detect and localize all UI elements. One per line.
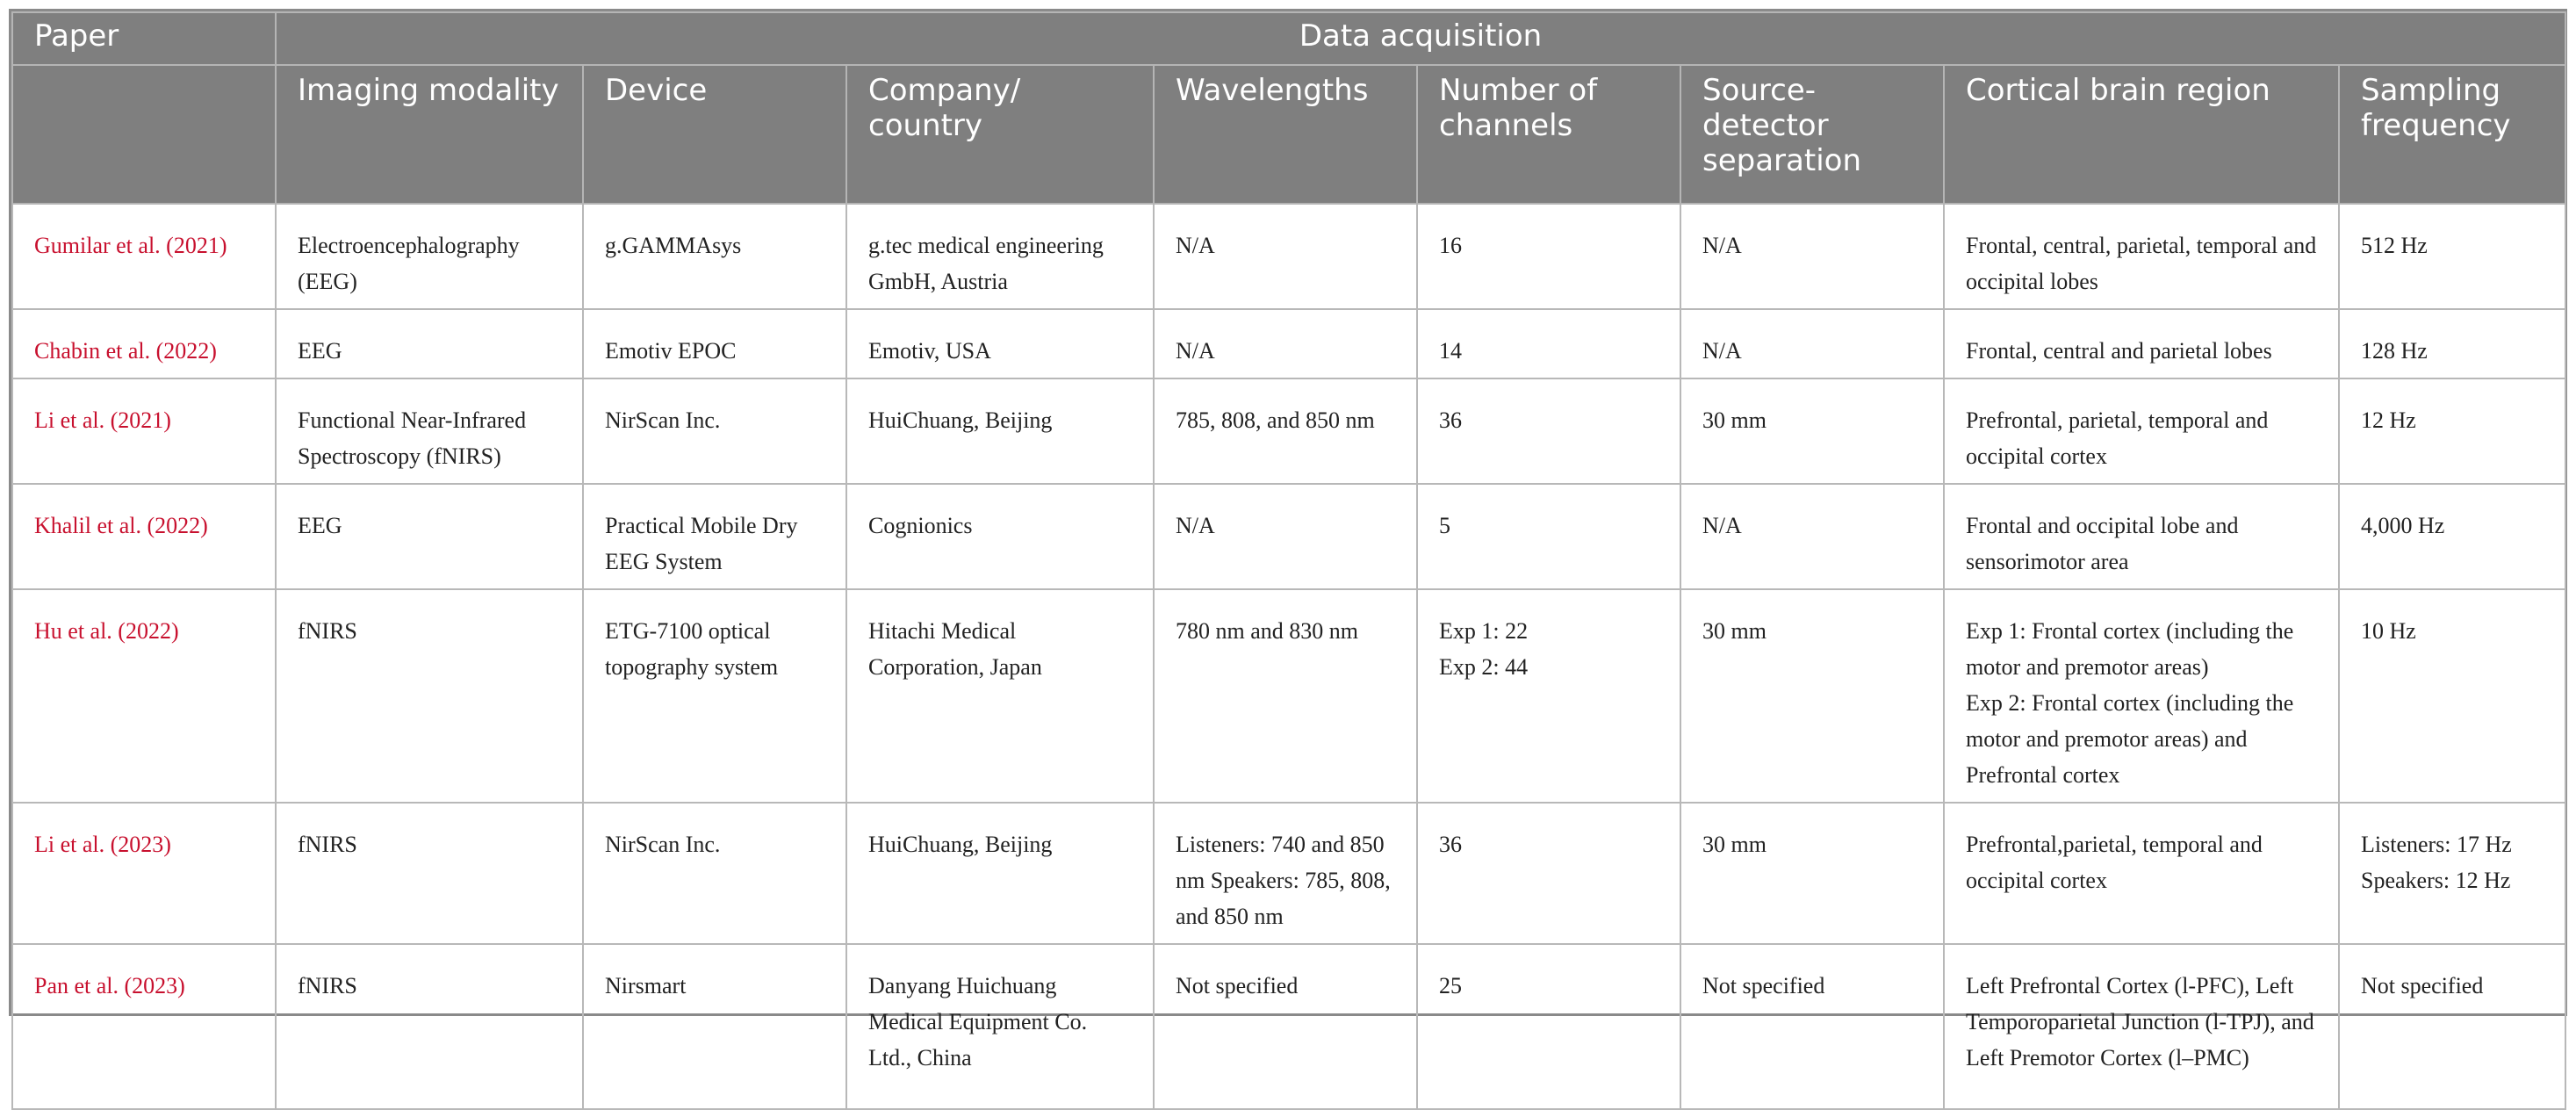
table-row bbox=[12, 803, 2565, 944]
column-header-paper-spacer bbox=[12, 65, 276, 204]
column-header-number-of-channels: Number of channels bbox=[1417, 65, 1680, 204]
cell-sampling-frequency: Not specified bbox=[2339, 944, 2565, 1109]
paper-link[interactable]: Khalil et al. (2022) bbox=[12, 484, 276, 589]
cell-source-detector-separation: N/A bbox=[1680, 484, 1944, 589]
region-line: Exp 2: Frontal cortex (including the motor and premotor areas) and Prefrontal cortex bbox=[1966, 690, 2294, 788]
cell-number-of-channels: 36 bbox=[1417, 378, 1680, 484]
cell-sampling-frequency bbox=[2339, 803, 2565, 944]
cell-sampling-frequency: 10 Hz bbox=[2339, 589, 2565, 803]
cell-wavelengths: N/A bbox=[1154, 484, 1417, 589]
cell-device: Practical Mobile Dry EEG System bbox=[583, 484, 846, 589]
cell-cortical-brain-region bbox=[1944, 589, 2339, 803]
channels-line: Exp 1: 22 bbox=[1439, 618, 1529, 644]
cell-company-country: Emotiv, USA bbox=[846, 309, 1154, 378]
cell-device: Nirsmart bbox=[583, 944, 846, 1109]
sampling-line: Speakers: 12 Hz bbox=[2361, 868, 2511, 893]
cell-imaging-modality: Electroencephalography (EEG) bbox=[276, 204, 583, 309]
cell-number-of-channels bbox=[1417, 589, 1680, 803]
cell-device: g.GAMMAsys bbox=[583, 204, 846, 309]
data-acquisition-table-container bbox=[9, 9, 2567, 1070]
header-group-row bbox=[12, 12, 2565, 65]
table-row bbox=[12, 378, 2565, 484]
cell-wavelengths: 780 nm and 830 nm bbox=[1154, 589, 1417, 803]
cell-source-detector-separation: Not specified bbox=[1680, 944, 1944, 1109]
column-header-wavelengths: Wavelengths bbox=[1154, 65, 1417, 204]
column-header-source-detector-separation: Source-detector separation bbox=[1680, 65, 1944, 204]
cell-sampling-frequency: 512 Hz bbox=[2339, 204, 2565, 309]
cell-wavelengths: Listeners: 740 and 850 nm Speakers: 785, 808, and 850 nm bbox=[1154, 803, 1417, 944]
cell-source-detector-separation: 30 mm bbox=[1680, 589, 1944, 803]
cell-sampling-frequency: 4,000 Hz bbox=[2339, 484, 2565, 589]
table-row bbox=[12, 309, 2565, 378]
cell-cortical-brain-region: Frontal and occipital lobe and sensorimotor area bbox=[1944, 484, 2339, 589]
table-header bbox=[12, 12, 2565, 204]
cell-sampling-frequency: 128 Hz bbox=[2339, 309, 2565, 378]
cell-company-country: HuiChuang, Beijing bbox=[846, 803, 1154, 944]
column-header-cortical-brain-region: Cortical brain region bbox=[1944, 65, 2339, 204]
column-group-header-data-acquisition: Data acquisition bbox=[276, 12, 2565, 65]
cell-source-detector-separation: 30 mm bbox=[1680, 803, 1944, 944]
paper-link[interactable]: Hu et al. (2022) bbox=[12, 589, 276, 803]
cell-wavelengths: N/A bbox=[1154, 309, 1417, 378]
paper-link[interactable]: Gumilar et al. (2021) bbox=[12, 204, 276, 309]
cell-cortical-brain-region: Prefrontal, parietal, temporal and occipital cortex bbox=[1944, 378, 2339, 484]
cell-source-detector-separation: N/A bbox=[1680, 309, 1944, 378]
table-body bbox=[12, 204, 2565, 1109]
column-header-company-country: Company/ country bbox=[846, 65, 1154, 204]
paper-link[interactable]: Pan et al. (2023) bbox=[12, 944, 276, 1109]
cell-sampling-frequency: 12 Hz bbox=[2339, 378, 2565, 484]
table-row bbox=[12, 204, 2565, 309]
cell-company-country: Danyang Huichuang Medical Equipment Co. Ltd., China bbox=[846, 944, 1154, 1109]
cell-number-of-channels: 5 bbox=[1417, 484, 1680, 589]
paper-link[interactable]: Li et al. (2021) bbox=[12, 378, 276, 484]
column-header-paper: Paper bbox=[12, 12, 276, 65]
column-header-sampling-frequency: Sampling frequency bbox=[2339, 65, 2565, 204]
cell-company-country: HuiChuang, Beijing bbox=[846, 378, 1154, 484]
cell-imaging-modality: EEG bbox=[276, 309, 583, 378]
cell-imaging-modality: fNIRS bbox=[276, 803, 583, 944]
cell-source-detector-separation: 30 mm bbox=[1680, 378, 1944, 484]
cell-wavelengths: N/A bbox=[1154, 204, 1417, 309]
cell-device: NirScan Inc. bbox=[583, 803, 846, 944]
cell-number-of-channels: 36 bbox=[1417, 803, 1680, 944]
cell-cortical-brain-region: Frontal, central, parietal, temporal and occipital lobes bbox=[1944, 204, 2339, 309]
cell-device: Emotiv EPOC bbox=[583, 309, 846, 378]
table-row bbox=[12, 484, 2565, 589]
cell-cortical-brain-region: Prefrontal,parietal, temporal and occipital cortex bbox=[1944, 803, 2339, 944]
table-row bbox=[12, 944, 2565, 1109]
column-header-imaging-modality: Imaging modality bbox=[276, 65, 583, 204]
cell-number-of-channels: 16 bbox=[1417, 204, 1680, 309]
channels-line: Exp 2: 44 bbox=[1439, 654, 1529, 680]
cell-company-country: Cognionics bbox=[846, 484, 1154, 589]
cell-imaging-modality: fNIRS bbox=[276, 944, 583, 1109]
column-header-device: Device bbox=[583, 65, 846, 204]
cell-wavelengths: Not specified bbox=[1154, 944, 1417, 1109]
cell-device: NirScan Inc. bbox=[583, 378, 846, 484]
cell-imaging-modality: EEG bbox=[276, 484, 583, 589]
data-acquisition-table bbox=[11, 11, 2566, 1110]
cell-imaging-modality: Functional Near-Infrared Spectroscopy (fNIRS) bbox=[276, 378, 583, 484]
cell-number-of-channels: 14 bbox=[1417, 309, 1680, 378]
cell-wavelengths: 785, 808, and 850 nm bbox=[1154, 378, 1417, 484]
cell-device: ETG-7100 optical topography system bbox=[583, 589, 846, 803]
cell-imaging-modality: fNIRS bbox=[276, 589, 583, 803]
sampling-line: Listeners: 17 Hz bbox=[2361, 832, 2512, 857]
cell-number-of-channels: 25 bbox=[1417, 944, 1680, 1109]
table-row bbox=[12, 589, 2565, 803]
header-column-row bbox=[12, 65, 2565, 204]
region-line: Exp 1: Frontal cortex (including the motor and premotor areas) bbox=[1966, 618, 2294, 680]
cell-cortical-brain-region: Left Prefrontal Cortex (l-PFC), Left Temporoparietal Junction (l-TPJ), and Left Premotor Cortex (l–PMC) bbox=[1944, 944, 2339, 1109]
cell-cortical-brain-region: Frontal, central and parietal lobes bbox=[1944, 309, 2339, 378]
cell-company-country: Hitachi Medical Corporation, Japan bbox=[846, 589, 1154, 803]
cell-source-detector-separation: N/A bbox=[1680, 204, 1944, 309]
paper-link[interactable]: Chabin et al. (2022) bbox=[12, 309, 276, 378]
paper-link[interactable]: Li et al. (2023) bbox=[12, 803, 276, 944]
cell-company-country: g.tec medical engineering GmbH, Austria bbox=[846, 204, 1154, 309]
